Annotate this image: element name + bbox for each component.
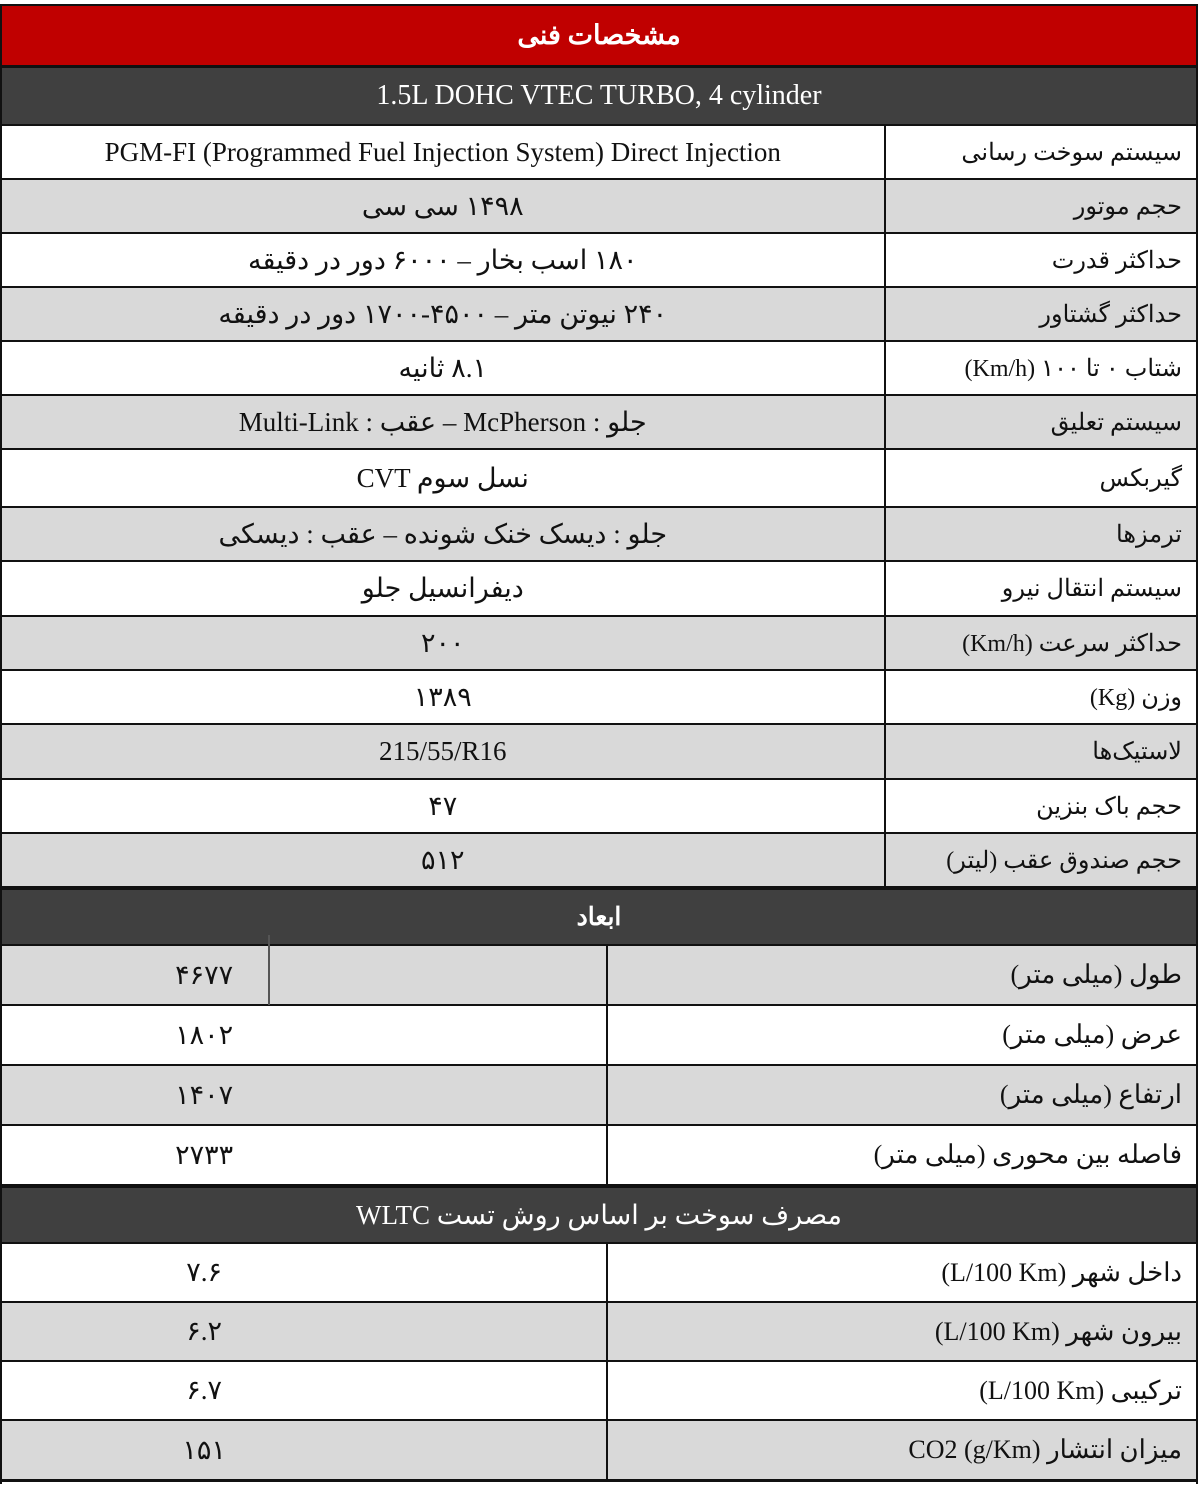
fuel-label: ترکیبی (L/100 Km) <box>606 1362 1196 1419</box>
spec-value: ۲۰۰ <box>420 627 465 658</box>
dimension-label: طول (میلی متر) <box>606 946 1196 1004</box>
spec-value: جلو : McPherson – عقب : Multi-Link <box>238 406 647 437</box>
dimension-value: ۴۶۷۷ <box>175 959 234 990</box>
spec-label: حجم باک بنزین <box>884 780 1197 832</box>
fuel-value: ۱۵۱ <box>182 1434 226 1465</box>
spec-row-weight <box>2 671 1196 725</box>
spec-row-drivetrain <box>2 562 1196 617</box>
spec-value: ۱۳۸۹ <box>413 681 472 712</box>
spec-label: وزن (Kg) <box>884 671 1197 723</box>
spec-row-acceleration <box>2 342 1196 396</box>
fuel-row-city <box>2 1244 1196 1303</box>
spec-value: جلو : دیسک خنک شونده – عقب : دیسکی <box>218 518 668 549</box>
dimensions-header-text: ابعاد <box>576 904 622 931</box>
engine-header <box>2 68 1196 126</box>
fuel-value: ۶.۲ <box>186 1316 222 1346</box>
spec-label: حداکثر قدرت <box>884 234 1197 286</box>
spec-value: 215/55/R16 <box>378 736 507 766</box>
spec-row-max-torque <box>2 288 1196 342</box>
spec-value: ۵۱۲ <box>420 844 465 875</box>
spec-row-brakes <box>2 508 1196 562</box>
fuel-row-co2 <box>2 1421 1196 1482</box>
fuel-header <box>2 1186 1196 1244</box>
dimension-value: ۱۴۰۷ <box>175 1079 234 1110</box>
fuel-header-text: مصرف سوخت بر اساس روش تست WLTC <box>356 1199 842 1230</box>
spec-label: حداکثر گشتاور <box>884 288 1197 340</box>
spec-value: CVT نسل سوم <box>356 462 529 493</box>
dimension-row-height <box>2 1066 1196 1126</box>
fuel-value: ۷.۶ <box>186 1257 222 1287</box>
fuel-row-highway <box>2 1303 1196 1362</box>
spec-label: سیستم انتقال نیرو <box>884 562 1197 615</box>
dimension-row-wheelbase <box>2 1126 1196 1186</box>
spec-row-fuel-tank <box>2 780 1196 834</box>
dimensions-header <box>2 888 1196 946</box>
dimension-row-width <box>2 1006 1196 1066</box>
spec-label: لاستیک‌ها <box>884 725 1197 778</box>
dimension-label: فاصله بین محوری (میلی متر) <box>606 1126 1196 1184</box>
spec-value: ۸.۱ ثانیه <box>398 352 487 383</box>
fuel-row-combined <box>2 1362 1196 1421</box>
spec-label: حجم صندوق عقب (لیتر) <box>884 834 1197 886</box>
spec-value: PGM-FI (Programmed Fuel Injection System) Direct Injection <box>104 136 781 167</box>
spec-label: سیستم تعلیق <box>884 396 1197 448</box>
fuel-value: ۶.۷ <box>186 1375 222 1405</box>
spec-label: حداکثر سرعت (Km/h) <box>884 617 1197 669</box>
spec-row-engine-volume <box>2 180 1196 234</box>
spec-value: ۱۸۰ اسب بخار – ۶۰۰۰ دور در دقیقه <box>247 244 638 275</box>
spec-row-trunk <box>2 834 1196 888</box>
spec-label: ترمزها <box>884 508 1197 560</box>
spec-value: ۴۷ <box>428 790 458 821</box>
spec-row-top-speed <box>2 617 1196 671</box>
spec-label: گیربکس <box>884 450 1197 506</box>
spec-value: دیفرانسیل جلو <box>361 573 524 603</box>
fuel-label: بیرون شهر (L/100 Km) <box>606 1303 1196 1360</box>
text-cursor-line <box>268 935 270 1005</box>
spec-row-tires <box>2 725 1196 780</box>
dimension-value: ۲۷۳۳ <box>175 1139 234 1170</box>
spec-row-suspension <box>2 396 1196 450</box>
dimension-value: ۱۸۰۲ <box>175 1019 234 1050</box>
table-title <box>2 4 1196 68</box>
table-title-text: مشخصات فنی <box>517 20 681 50</box>
spec-label: سیستم سوخت رسانی <box>884 126 1197 178</box>
spec-row-gearbox <box>2 450 1196 508</box>
engine-header-text: 1.5L DOHC VTEC TURBO, 4 cylinder <box>376 80 822 111</box>
dimension-label: عرض (میلی متر) <box>606 1006 1196 1064</box>
spec-label: حجم موتور <box>884 180 1197 232</box>
fuel-label: داخل شهر (L/100 Km) <box>606 1244 1196 1301</box>
spec-table <box>0 4 1198 1484</box>
fuel-label: میزان انتشار CO2 (g/Km) <box>606 1421 1196 1479</box>
dimension-label: ارتفاع (میلی متر) <box>606 1066 1196 1124</box>
spec-value: ۲۴۰ نیوتن متر – ۴۵۰۰-۱۷۰۰ دور در دقیقه <box>218 298 668 329</box>
spec-row-fuel-system <box>2 126 1196 180</box>
dimension-row-length <box>2 946 1196 1006</box>
spec-value: ۱۴۹۸ سی سی <box>361 190 524 221</box>
spec-row-max-power <box>2 234 1196 288</box>
spec-label: شتاب ۰ تا ۱۰۰ (Km/h) <box>884 342 1197 394</box>
